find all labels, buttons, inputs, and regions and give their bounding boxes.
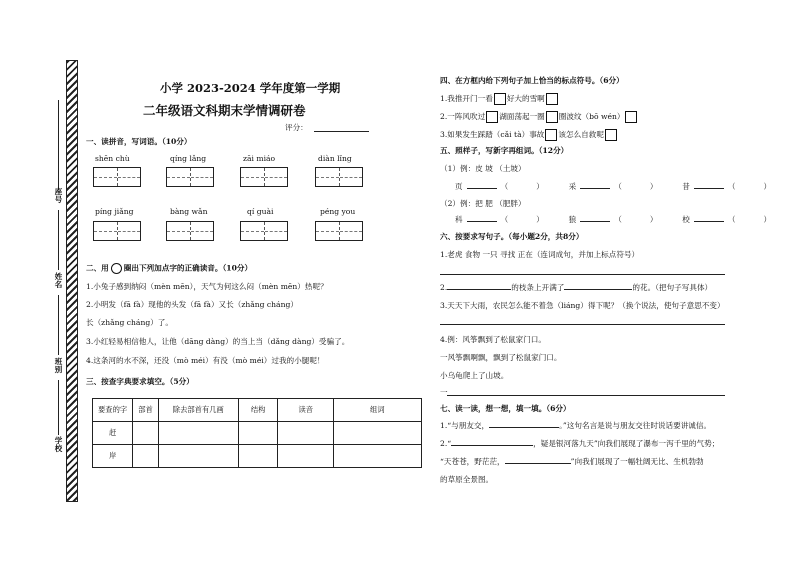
table-cell[interactable] — [334, 422, 422, 445]
class-line — [58, 295, 59, 355]
punct-box[interactable] — [625, 111, 637, 123]
paren: ） — [536, 182, 544, 191]
section7-q2 — [440, 440, 719, 448]
score-line[interactable] — [314, 131, 369, 132]
section2-q2b: 长（zhǎng cháng）了。 — [86, 318, 173, 327]
pinyin-6: bàng wǎn — [170, 207, 208, 216]
paren: （ — [614, 182, 622, 191]
section4-title: 四、在方框内给下列句子加上恰当的标点符号。（6分） — [440, 76, 624, 85]
new-char-source: 科 — [455, 215, 463, 224]
table-cell[interactable] — [238, 445, 278, 468]
table-cell[interactable] — [334, 445, 422, 468]
writing-grid[interactable] — [93, 221, 141, 241]
table-cell[interactable] — [238, 422, 278, 445]
answer-line[interactable] — [440, 324, 725, 325]
table-cell[interactable] — [133, 422, 159, 445]
answer-line[interactable] — [440, 274, 725, 275]
pinyin-1: shēn chù — [95, 154, 130, 163]
score-label: 评分： — [285, 123, 308, 132]
new-char-source: 采 — [568, 182, 577, 191]
answer-blank[interactable] — [505, 463, 571, 464]
table-cell[interactable] — [278, 422, 334, 445]
table-header-row — [93, 399, 422, 422]
new-char-source: 昔 — [682, 182, 690, 191]
section5-title: 五、照样子，写新字再组词。（12分） — [440, 146, 569, 155]
section2-title-prefix: 二、用 — [86, 263, 109, 273]
table-header: 组词 — [334, 399, 422, 422]
section6-q2-num: 2. — [440, 283, 448, 292]
answer-blank[interactable] — [467, 188, 497, 189]
table-row — [93, 445, 422, 468]
section4-q2 — [440, 111, 638, 123]
answer-line[interactable] — [447, 395, 725, 396]
section5-ex2: （2）例：把 肥 （肥胖） — [440, 199, 526, 208]
section4-q3 — [440, 129, 618, 141]
paren: （ — [500, 182, 509, 191]
paren: ） — [649, 215, 658, 224]
answer-blank[interactable] — [580, 188, 610, 189]
pinyin-4: diàn lǐng — [318, 154, 352, 163]
section7-q1 — [440, 422, 711, 430]
table-row — [93, 422, 422, 445]
paren: （ — [614, 215, 622, 224]
section6-q2b: 的枝条上开满了 — [511, 283, 565, 292]
table-header: 要查的字 — [93, 399, 133, 422]
pinyin-2: qíng lǎng — [170, 154, 207, 163]
section6-q2c: 的花。（把句子写具体） — [632, 283, 713, 292]
section1-title: 一、读拼音，写词语。（10分） — [86, 137, 192, 146]
section2-q3: 3.小红轻易相信他人，让他（dāng dàng）的当上当（dǎng dàng）受骗了。 — [86, 337, 350, 346]
section6-q2 — [440, 284, 712, 292]
writing-grid[interactable] — [93, 167, 141, 187]
pinyin-7: qí guài — [247, 207, 274, 216]
punct-box[interactable] — [494, 93, 506, 105]
writing-grid[interactable] — [240, 167, 288, 187]
name-label: 姓名 — [54, 272, 63, 289]
punct-box[interactable] — [486, 111, 498, 123]
section5-ex2-row — [455, 216, 771, 224]
table-header: 读音 — [278, 399, 334, 422]
punct-box[interactable] — [605, 129, 617, 141]
paren: ） — [536, 215, 544, 224]
section6-q4c: 一 — [440, 388, 448, 397]
table-cell[interactable] — [158, 422, 238, 445]
name-line — [58, 210, 59, 270]
section2-title — [86, 263, 252, 274]
section2-q1: 1.小兔子感到纳闷（mèn mēn），天气为何这么闷（mèn mēn）热呢？ — [86, 282, 328, 291]
seat-label: 座号 — [54, 187, 63, 204]
answer-blank[interactable] — [564, 289, 632, 290]
writing-grid[interactable] — [240, 221, 288, 241]
paren: （ — [500, 215, 509, 224]
paren: （ — [727, 215, 736, 224]
section7-q2e: 的草原全景图。 — [440, 475, 494, 484]
dictionary-table — [92, 398, 422, 468]
pinyin-8: péng you — [320, 207, 356, 216]
section7-q1b: 。”这句名言是说与朋友交往时说话要讲诚信。 — [559, 421, 712, 430]
punct-box[interactable] — [546, 111, 558, 123]
section7-title: 七、读一读，想一想，填一填。（6分） — [440, 404, 571, 413]
table-header: 部首 — [133, 399, 159, 422]
section6-title: 六、按要求写句子。（每小题2分，共8分） — [440, 232, 584, 241]
answer-blank[interactable] — [447, 289, 511, 290]
answer-blank[interactable] — [489, 427, 559, 428]
section7-q2b: ，疑是银河落九天”向我们展现了瀑布一泻千里的气势； — [533, 439, 720, 448]
punct-box[interactable] — [546, 93, 558, 105]
section3-title: 三、按查字典要求填空。（5分） — [86, 377, 194, 386]
table-cell[interactable] — [278, 445, 334, 468]
section7-q2c: “天苍苍，野茫茫， — [440, 457, 505, 466]
binding-strip — [66, 60, 78, 502]
punct-box[interactable] — [545, 129, 557, 141]
pinyin-5: píng jiǎng — [95, 207, 134, 216]
pinyin-3: zāi miáo — [243, 154, 276, 163]
section6-q4: 4.例：风筝飘到了松鼠家门口。 — [440, 335, 546, 344]
section4-q3a: 3.如果发生踩踏（cǎi tà）事故 — [440, 130, 545, 139]
answer-blank[interactable] — [467, 221, 497, 222]
paren: ） — [649, 182, 658, 191]
table-cell: 赶 — [93, 422, 133, 445]
seat-line — [58, 100, 59, 190]
section7-q2-cont — [440, 458, 704, 466]
new-char-source: 页 — [455, 182, 463, 191]
paren: ） — [763, 215, 772, 224]
circle-icon — [111, 263, 122, 274]
school-year-title: 小学 2023-2024 学年度第一学期 — [160, 81, 341, 95]
table-header: 除去部首有几画 — [158, 399, 238, 422]
school-label: 学校 — [54, 436, 63, 453]
section4-q2a: 2.一阵风吹过 — [440, 112, 486, 121]
section2-title-suffix: 圈出下列加点字的正确读音。（10分） — [123, 263, 253, 273]
paren: ） — [763, 182, 772, 191]
section4-q1 — [440, 93, 559, 105]
section6-q4b: 小乌龟爬上了山坡。 — [440, 371, 509, 380]
table-cell[interactable] — [158, 445, 238, 468]
exam-title: 二年级语文科期末学情调研卷 — [143, 103, 306, 118]
section6-q1: 1.老虎 食物 一只 寻找 正在（连词成句，并加上标点符号） — [440, 250, 640, 259]
section7-q2d: ”向我们展现了一幅牡阔无比、生机勃勃 — [570, 457, 704, 466]
answer-blank[interactable] — [451, 445, 533, 446]
school-line — [58, 380, 59, 435]
section6-q3: 3.天天下大雨，农民怎么能不着急（liáng）得下呢？（换个说法，使句子意思不变） — [440, 301, 725, 310]
table-cell: 岸 — [93, 445, 133, 468]
section4-q1a: 1.我推开门一看 — [440, 94, 493, 103]
answer-blank[interactable] — [580, 221, 610, 222]
answer-blank[interactable] — [694, 188, 724, 189]
writing-grid[interactable] — [166, 167, 214, 187]
answer-blank[interactable] — [694, 221, 724, 222]
section5-ex1-row — [455, 183, 771, 191]
table-header: 结构 — [238, 399, 278, 422]
section7-q2a: 2.“ — [440, 439, 452, 448]
section4-q3b: 该怎么自救呢 — [558, 130, 604, 139]
section6-q4a: 一风筝飘啊飘，飘到了松鼠家门口。 — [440, 353, 562, 362]
section2-q4: 4.这条河的水不深，还没（mò méi）有没（mò méi）过我的小腿呢！ — [86, 356, 325, 365]
paren: （ — [727, 182, 736, 191]
section4-q2c: 圈波纹（bō wén） — [558, 112, 625, 121]
new-char-source: 狼 — [568, 215, 577, 224]
table-cell[interactable] — [133, 445, 159, 468]
section2-q2a: 2.小明发（fā fà）现他的头发（fā fà）又长（zhǎng cháng） — [86, 300, 298, 309]
new-char-source: 校 — [682, 215, 690, 224]
section4-q2b: 湖面荡起一圈 — [499, 112, 545, 121]
section5-ex1: （1）例：皮 坡 （土坡） — [440, 164, 526, 173]
section4-q1b: 好大的雪啊 — [506, 94, 545, 103]
section7-q1a: 1.“与朋友交， — [440, 421, 490, 430]
class-label: 班别 — [54, 357, 63, 374]
writing-grid[interactable] — [315, 167, 363, 187]
writing-grid[interactable] — [166, 221, 214, 241]
writing-grid[interactable] — [315, 221, 363, 241]
